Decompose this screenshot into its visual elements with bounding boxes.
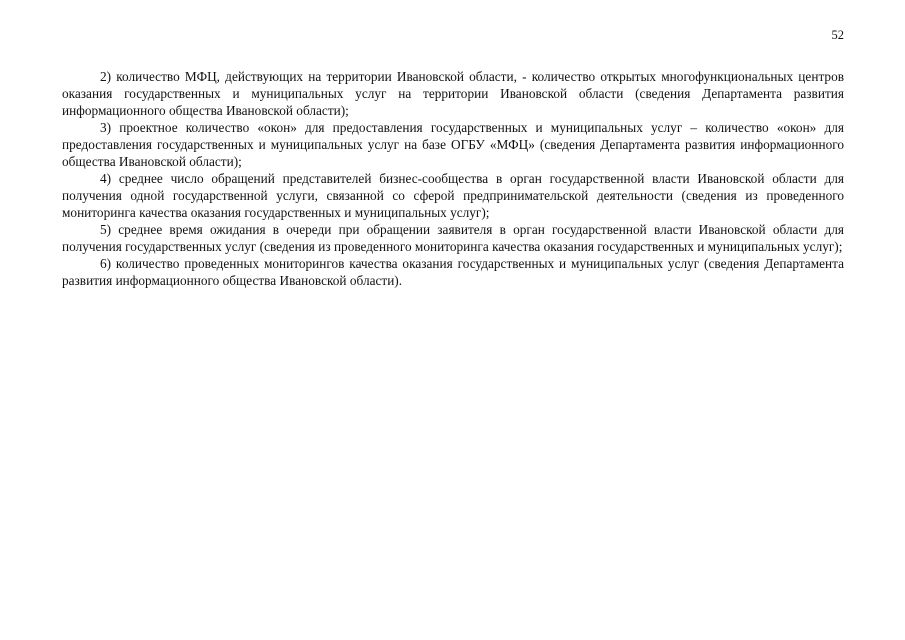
paragraph-item-4: 4) среднее число обращений представителей бизнес-сообщества в орган государственной власти Ивановской области для получения одной государственной услуги, связанной со сферой предпринимательской деятельности (сведения из проведенного мониторинга качества оказания государственных и муниципальных услуг);	[62, 171, 844, 220]
paragraph-item-3: 3) проектное количество «окон» для предоставления государственных и муниципальных услуг – количество «окон» для предоставления государственных и муниципальных услуг на базе ОГБУ «МФЦ» (сведения Департамента развития информационного общества Ивановской области);	[62, 120, 844, 169]
paragraph-item-6: 6) количество проведенных мониторингов качества оказания государственных и муниципальных услуг (сведения Департамента развития информационного общества Ивановской области).	[62, 256, 844, 288]
paragraph-item-2: 2) количество МФЦ, действующих на территории Ивановской области, - количество открытых многофункциональных центров оказания государственных и муниципальных услуг на территории Ивановской области (сведения Департамента развития информационного общества Ивановской области);	[62, 69, 844, 118]
page-number: 52	[831, 28, 844, 42]
paragraph-item-5: 5) среднее время ожидания в очереди при обращении заявителя в орган государственной власти Ивановской области для получения государственных услуг (сведения из проведенного мониторинга качества оказания государственных и муниципальных услуг);	[62, 222, 844, 254]
document-body	[62, 68, 844, 289]
